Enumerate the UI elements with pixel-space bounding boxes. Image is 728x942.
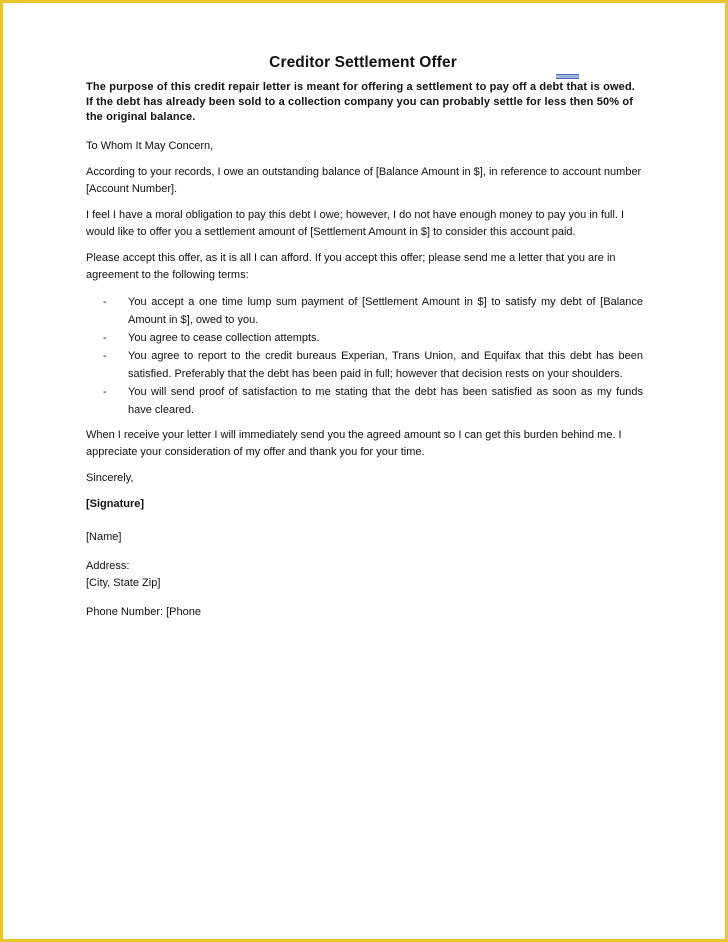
letter-document xyxy=(83,54,643,621)
term-text: You accept a one time lump sum payment of [Settlement Amount in $] to satisfy my debt of [Balance Amount in $], owed to you. xyxy=(128,296,643,326)
name-placeholder: [Name] xyxy=(86,531,122,543)
term-text: You will send proof of satisfaction to me stating that the debt has been satisfied as soon as my funds have cleared. xyxy=(128,386,643,416)
list-item xyxy=(83,383,643,419)
terms-list xyxy=(83,293,643,419)
intro-paragraph: The purpose of this credit repair letter is meant for offering a settlement to pay off a debt that is owed. If the debt has already been sold to a collection company you can probably settle for less then 50% of the original balance. xyxy=(86,81,636,123)
phone-line: Phone Number: [Phone xyxy=(86,606,201,618)
list-item xyxy=(83,329,643,347)
paragraph-accept-offer: Please accept this offer, as it is all I can afford. If you accept this offer; please send me a letter that you are in agreement to the following terms: xyxy=(86,252,616,281)
paragraph-obligation: I feel I have a moral obligation to pay this debt I owe; however, I do not have enough money to pay you in full. I would like to offer you a settlement amount of [Settlement Amount in $] to consider this account paid. xyxy=(86,209,625,238)
dash-bullet: - xyxy=(103,332,107,344)
list-item xyxy=(83,347,643,383)
dash-bullet: - xyxy=(103,296,107,308)
dash-bullet: - xyxy=(103,386,107,398)
hyperlink-marker[interactable] xyxy=(556,74,579,79)
paragraph-balance: According to your records, I owe an outstanding balance of [Balance Amount in $], in reference to account number [Account Number]. xyxy=(86,166,642,195)
signature-placeholder: [Signature] xyxy=(86,498,145,510)
address-label: Address: xyxy=(86,560,130,572)
term-text: You agree to report to the credit bureaus Experian, Trans Union, and Equifax that this debt has been satisfied. Preferably that the debt has been paid in full; however that decision rests on your shoulders. xyxy=(128,350,643,380)
sign-off: Sincerely, xyxy=(86,472,134,484)
greeting: To Whom It May Concern, xyxy=(86,140,214,152)
address-value: [City, State Zip] xyxy=(86,577,161,589)
list-item xyxy=(83,293,643,329)
document-title: Creditor Settlement Offer xyxy=(269,54,457,71)
term-text: You agree to cease collection attempts. xyxy=(128,332,320,344)
closing-paragraph: When I receive your letter I will immediately send you the agreed amount so I can get this burden behind me. I appreciate your consideration of my offer and thank you for your time. xyxy=(86,429,622,458)
dash-bullet: - xyxy=(103,350,107,362)
